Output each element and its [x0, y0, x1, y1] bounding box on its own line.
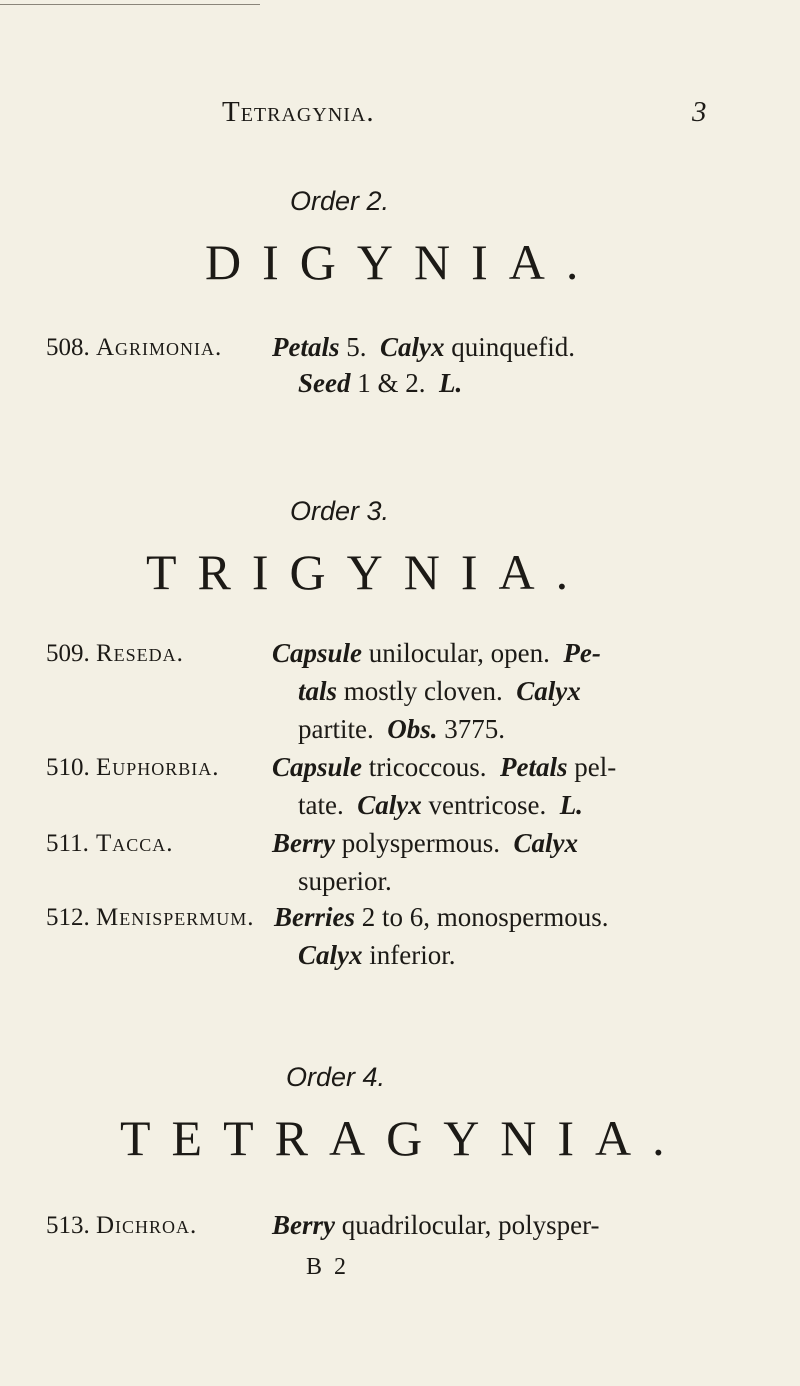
- order-label: Order 3.: [290, 496, 390, 526]
- entry-line: [298, 714, 505, 745]
- entry-line: [298, 790, 583, 821]
- italic-term: Calyx: [513, 828, 578, 858]
- entry-line: [272, 828, 578, 859]
- italic-term: Calyx: [516, 676, 581, 706]
- text-segment: 5.: [339, 332, 380, 362]
- italic-term: Petals: [499, 752, 568, 782]
- italic-term: L.: [559, 790, 583, 820]
- italic-term: Calyx: [380, 332, 445, 362]
- italic-term: Seed: [298, 368, 351, 398]
- italic-term: Capsule: [272, 752, 363, 782]
- text-segment: quinquefid.: [444, 332, 575, 362]
- italic-term: Capsule: [272, 638, 363, 668]
- running-title: Tetragynia.: [222, 96, 375, 128]
- signature-mark: B 2: [306, 1254, 350, 1280]
- entry-line: [298, 866, 392, 897]
- order-label: Order 4.: [286, 1062, 386, 1092]
- text-segment: inferior.: [362, 940, 456, 970]
- italic-term: L.: [439, 368, 463, 398]
- text-segment: quadrilocular, polysper-: [335, 1210, 600, 1240]
- text-segment: pel-: [567, 752, 617, 782]
- entry-genus: Euphorbia.: [96, 754, 220, 781]
- entry-line: [298, 940, 455, 971]
- entry-genus: Dichroa.: [96, 1212, 198, 1239]
- text-segment: 2 to 6, monospermous.: [355, 902, 609, 932]
- entry-number: 508.: [46, 334, 90, 361]
- italic-term: Obs.: [387, 714, 438, 744]
- entry-number: 513.: [46, 1212, 90, 1239]
- text-segment: mostly cloven.: [337, 676, 517, 706]
- italic-term: Berry: [272, 828, 335, 858]
- entry-genus: Tacca.: [96, 830, 174, 857]
- text-segment: tate.: [298, 790, 358, 820]
- entry-line: [272, 332, 575, 363]
- entry-line: [272, 752, 616, 783]
- entry-genus: Menispermum.: [96, 904, 255, 931]
- italic-term: Berry: [272, 1210, 335, 1240]
- italic-term: Calyx: [298, 940, 363, 970]
- text-segment: tricoccous.: [362, 752, 500, 782]
- entry-line: [298, 676, 581, 707]
- order-label: Order 2.: [290, 186, 390, 216]
- text-segment: unilocular, open.: [362, 638, 564, 668]
- entry-number: 512.: [46, 904, 90, 931]
- italic-term: Pe-: [563, 638, 601, 668]
- class-heading: TETRAGYNIA.: [120, 1110, 686, 1166]
- entry-number: 511.: [46, 830, 89, 857]
- italic-term: Petals: [272, 332, 340, 362]
- top-rule: [0, 4, 260, 5]
- text-segment: 3775.: [437, 714, 505, 744]
- entry-line: [272, 638, 601, 669]
- entry-number: 510.: [46, 754, 90, 781]
- entry-line: [272, 1210, 600, 1241]
- text-segment: ventricose.: [421, 790, 560, 820]
- entry-line: [298, 368, 462, 399]
- entry-genus: Reseda.: [96, 640, 184, 667]
- text-segment: superior.: [298, 866, 392, 896]
- italic-term: Berries: [274, 902, 355, 932]
- page-number: 3: [692, 96, 707, 128]
- entry-line: [274, 902, 609, 933]
- class-heading: TRIGYNIA.: [146, 544, 590, 600]
- entry-number: 509.: [46, 640, 90, 667]
- text-segment: 1 & 2.: [350, 368, 439, 398]
- text-segment: partite.: [298, 714, 388, 744]
- italic-term: Calyx: [357, 790, 422, 820]
- class-heading: DIGYNIA.: [205, 234, 600, 290]
- italic-term: tals: [298, 676, 338, 706]
- entry-genus: Agrimonia.: [96, 334, 223, 361]
- text-segment: polyspermous.: [335, 828, 514, 858]
